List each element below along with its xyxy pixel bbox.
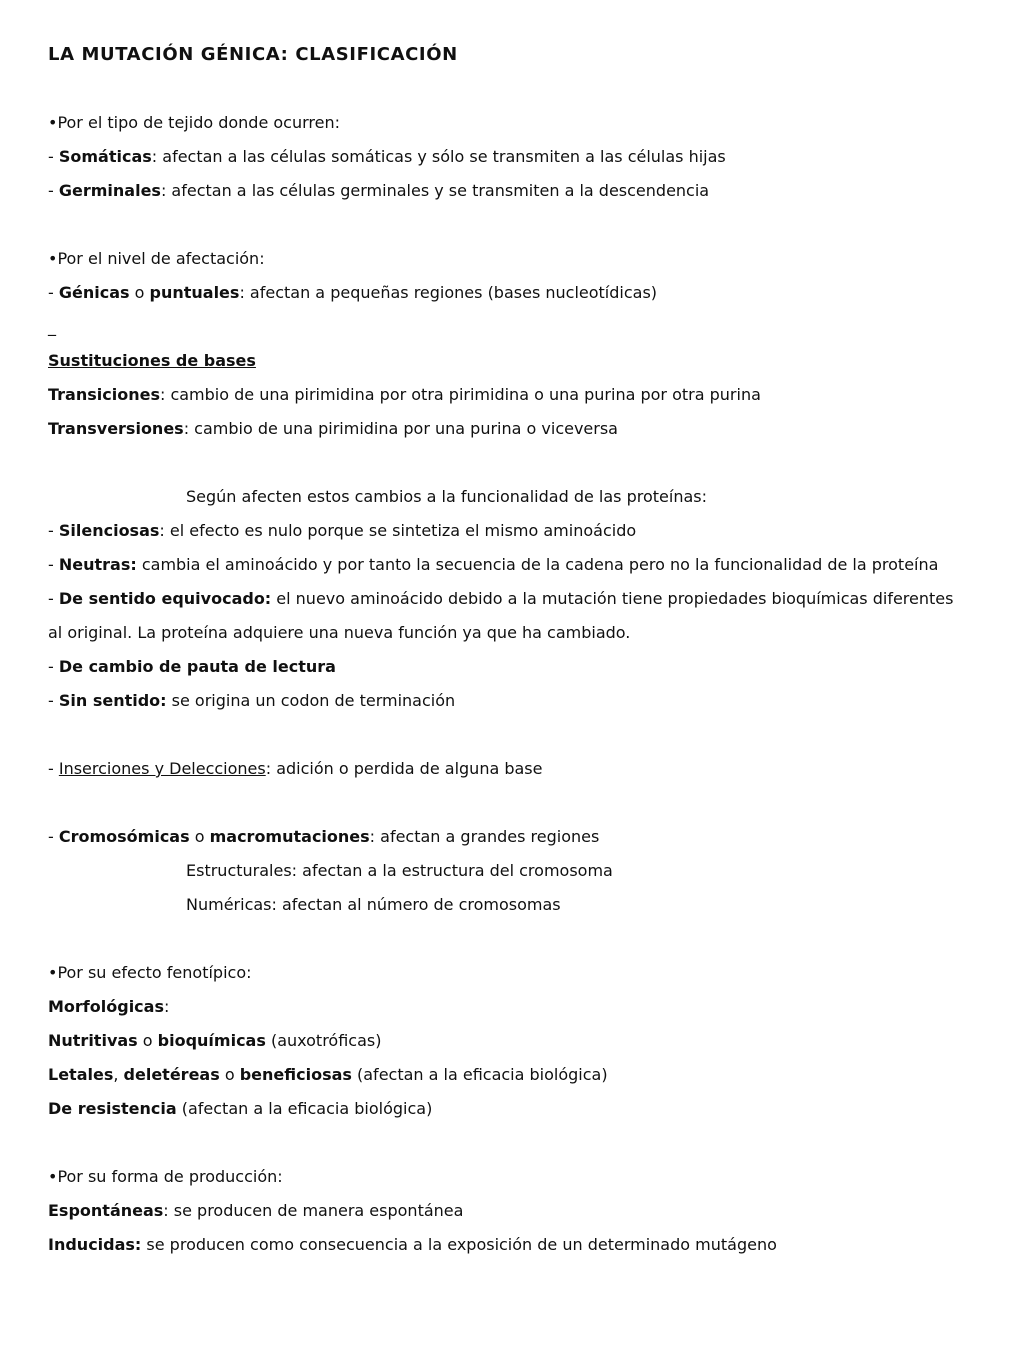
text-segment: Neutras:	[58, 555, 137, 574]
paragraph	[48, 990, 968, 1024]
text-segment: -	[48, 181, 59, 200]
text-segment: Inducidas:	[48, 1235, 142, 1254]
text-segment: o	[129, 283, 150, 302]
text-segment: : afectan a grandes regiones	[369, 827, 600, 846]
text-segment: Transiciones	[48, 385, 160, 404]
paragraph	[48, 1160, 968, 1194]
paragraph	[48, 1058, 968, 1092]
text-segment: -	[48, 657, 59, 676]
paragraph	[48, 310, 968, 344]
text-segment: :	[163, 997, 170, 1016]
text-segment: Numéricas: afectan al número de cromosomas	[186, 895, 561, 914]
text-segment: macromutaciones	[209, 827, 370, 846]
text-segment: : afectan a las células somáticas y sólo se transmiten a las células hijas	[151, 147, 726, 166]
text-segment: De sentido equivocado:	[58, 589, 272, 608]
text-segment: (auxotróficas)	[265, 1031, 382, 1050]
paragraph	[48, 412, 968, 446]
text-segment: ,	[113, 1065, 124, 1084]
paragraph	[48, 1228, 968, 1262]
text-segment: Estructurales: afectan a la estructura del cromosoma	[186, 861, 613, 880]
text-segment: (afectan a la eficacia biológica)	[351, 1065, 608, 1084]
text-segment: o	[219, 1065, 240, 1084]
text-segment: Germinales	[58, 181, 161, 200]
text-segment: : se producen de manera espontánea	[163, 1201, 464, 1220]
text-segment: _	[48, 317, 56, 336]
text-segment: -	[48, 589, 59, 608]
text-segment: Somáticas	[58, 147, 152, 166]
text-segment: -	[48, 147, 59, 166]
text-segment: (afectan a la eficacia biológica)	[176, 1099, 433, 1118]
text-segment: beneficiosas	[239, 1065, 352, 1084]
text-segment: : afectan a las células germinales y se transmiten a la descendencia	[160, 181, 710, 200]
paragraph	[48, 820, 968, 854]
paragraph	[48, 548, 968, 582]
paragraph	[48, 956, 968, 990]
paragraph	[48, 344, 968, 378]
text-segment: -	[48, 283, 59, 302]
text-segment: •Por el nivel de afectación:	[48, 249, 265, 268]
text-segment: bioquímicas	[157, 1031, 266, 1050]
text-segment: se producen como consecuencia a la exposición de un determinado mutágeno	[141, 1235, 777, 1254]
text-segment: o	[189, 827, 210, 846]
text-segment: Silenciosas	[58, 521, 160, 540]
text-segment: : afectan a pequeñas regiones (bases nucleotídicas)	[239, 283, 658, 302]
text-segment: Génicas	[58, 283, 130, 302]
text-segment: Inserciones y Delecciones	[58, 759, 266, 778]
paragraph	[48, 582, 968, 650]
text-segment: •Por su forma de producción:	[48, 1167, 283, 1186]
text-segment: -	[48, 827, 59, 846]
paragraph	[48, 1024, 968, 1058]
text-segment: -	[48, 555, 59, 574]
paragraph	[48, 378, 968, 412]
paragraph	[48, 480, 968, 514]
text-segment: Espontáneas	[48, 1201, 164, 1220]
text-segment: Sustituciones de bases	[48, 351, 256, 370]
paragraph	[48, 1194, 968, 1228]
text-segment: Cromosómicas	[58, 827, 190, 846]
paragraph	[48, 684, 968, 718]
text-segment: De resistencia	[48, 1099, 177, 1118]
text-segment: -	[48, 521, 59, 540]
text-segment: Letales	[48, 1065, 114, 1084]
text-segment: Según afecten estos cambios a la funcionalidad de las proteínas:	[186, 487, 707, 506]
paragraph	[48, 276, 968, 310]
text-segment: puntuales	[149, 283, 240, 302]
paragraph	[48, 174, 968, 208]
text-segment: cambia el aminoácido y por tanto la secuencia de la cadena pero no la funcionalidad de la proteína	[136, 555, 939, 574]
document-title: LA MUTACIÓN GÉNICA: CLASIFICACIÓN	[48, 44, 458, 65]
text-segment: Morfológicas	[48, 997, 164, 1016]
text-segment: -	[48, 759, 59, 778]
text-segment: •Por su efecto fenotípico:	[48, 963, 252, 982]
text-segment: Transversiones	[48, 419, 184, 438]
paragraph	[48, 514, 968, 548]
text-segment: : el efecto es nulo porque se sintetiza el mismo aminoácido	[159, 521, 637, 540]
text-segment: : cambio de una pirimidina por otra pirimidina o una purina por otra purina	[159, 385, 761, 404]
text-segment: -	[48, 691, 59, 710]
paragraph	[48, 752, 968, 786]
paragraph	[48, 140, 968, 174]
document-body	[48, 106, 968, 1262]
text-segment: o	[137, 1031, 158, 1050]
text-segment: De cambio de pauta de lectura	[58, 657, 336, 676]
text-segment: Sin sentido:	[58, 691, 167, 710]
paragraph	[48, 854, 968, 888]
paragraph	[48, 650, 968, 684]
text-segment: Nutritivas	[48, 1031, 138, 1050]
text-segment: el nuevo aminoácido debido a la mutación tiene propiedades bioquímicas diferentes al original. La proteína adquiere una nueva función ya que ha cambiado.	[48, 589, 954, 642]
paragraph	[48, 106, 968, 140]
text-segment: •Por el tipo de tejido donde ocurren:	[48, 113, 341, 132]
paragraph	[48, 888, 968, 922]
paragraph	[48, 1092, 968, 1126]
paragraph	[48, 242, 968, 276]
text-segment: se origina un codon de terminación	[166, 691, 456, 710]
text-segment: deletéreas	[123, 1065, 220, 1084]
text-segment: : adición o perdida de alguna base	[265, 759, 543, 778]
text-segment: : cambio de una pirimidina por una purina o viceversa	[183, 419, 618, 438]
